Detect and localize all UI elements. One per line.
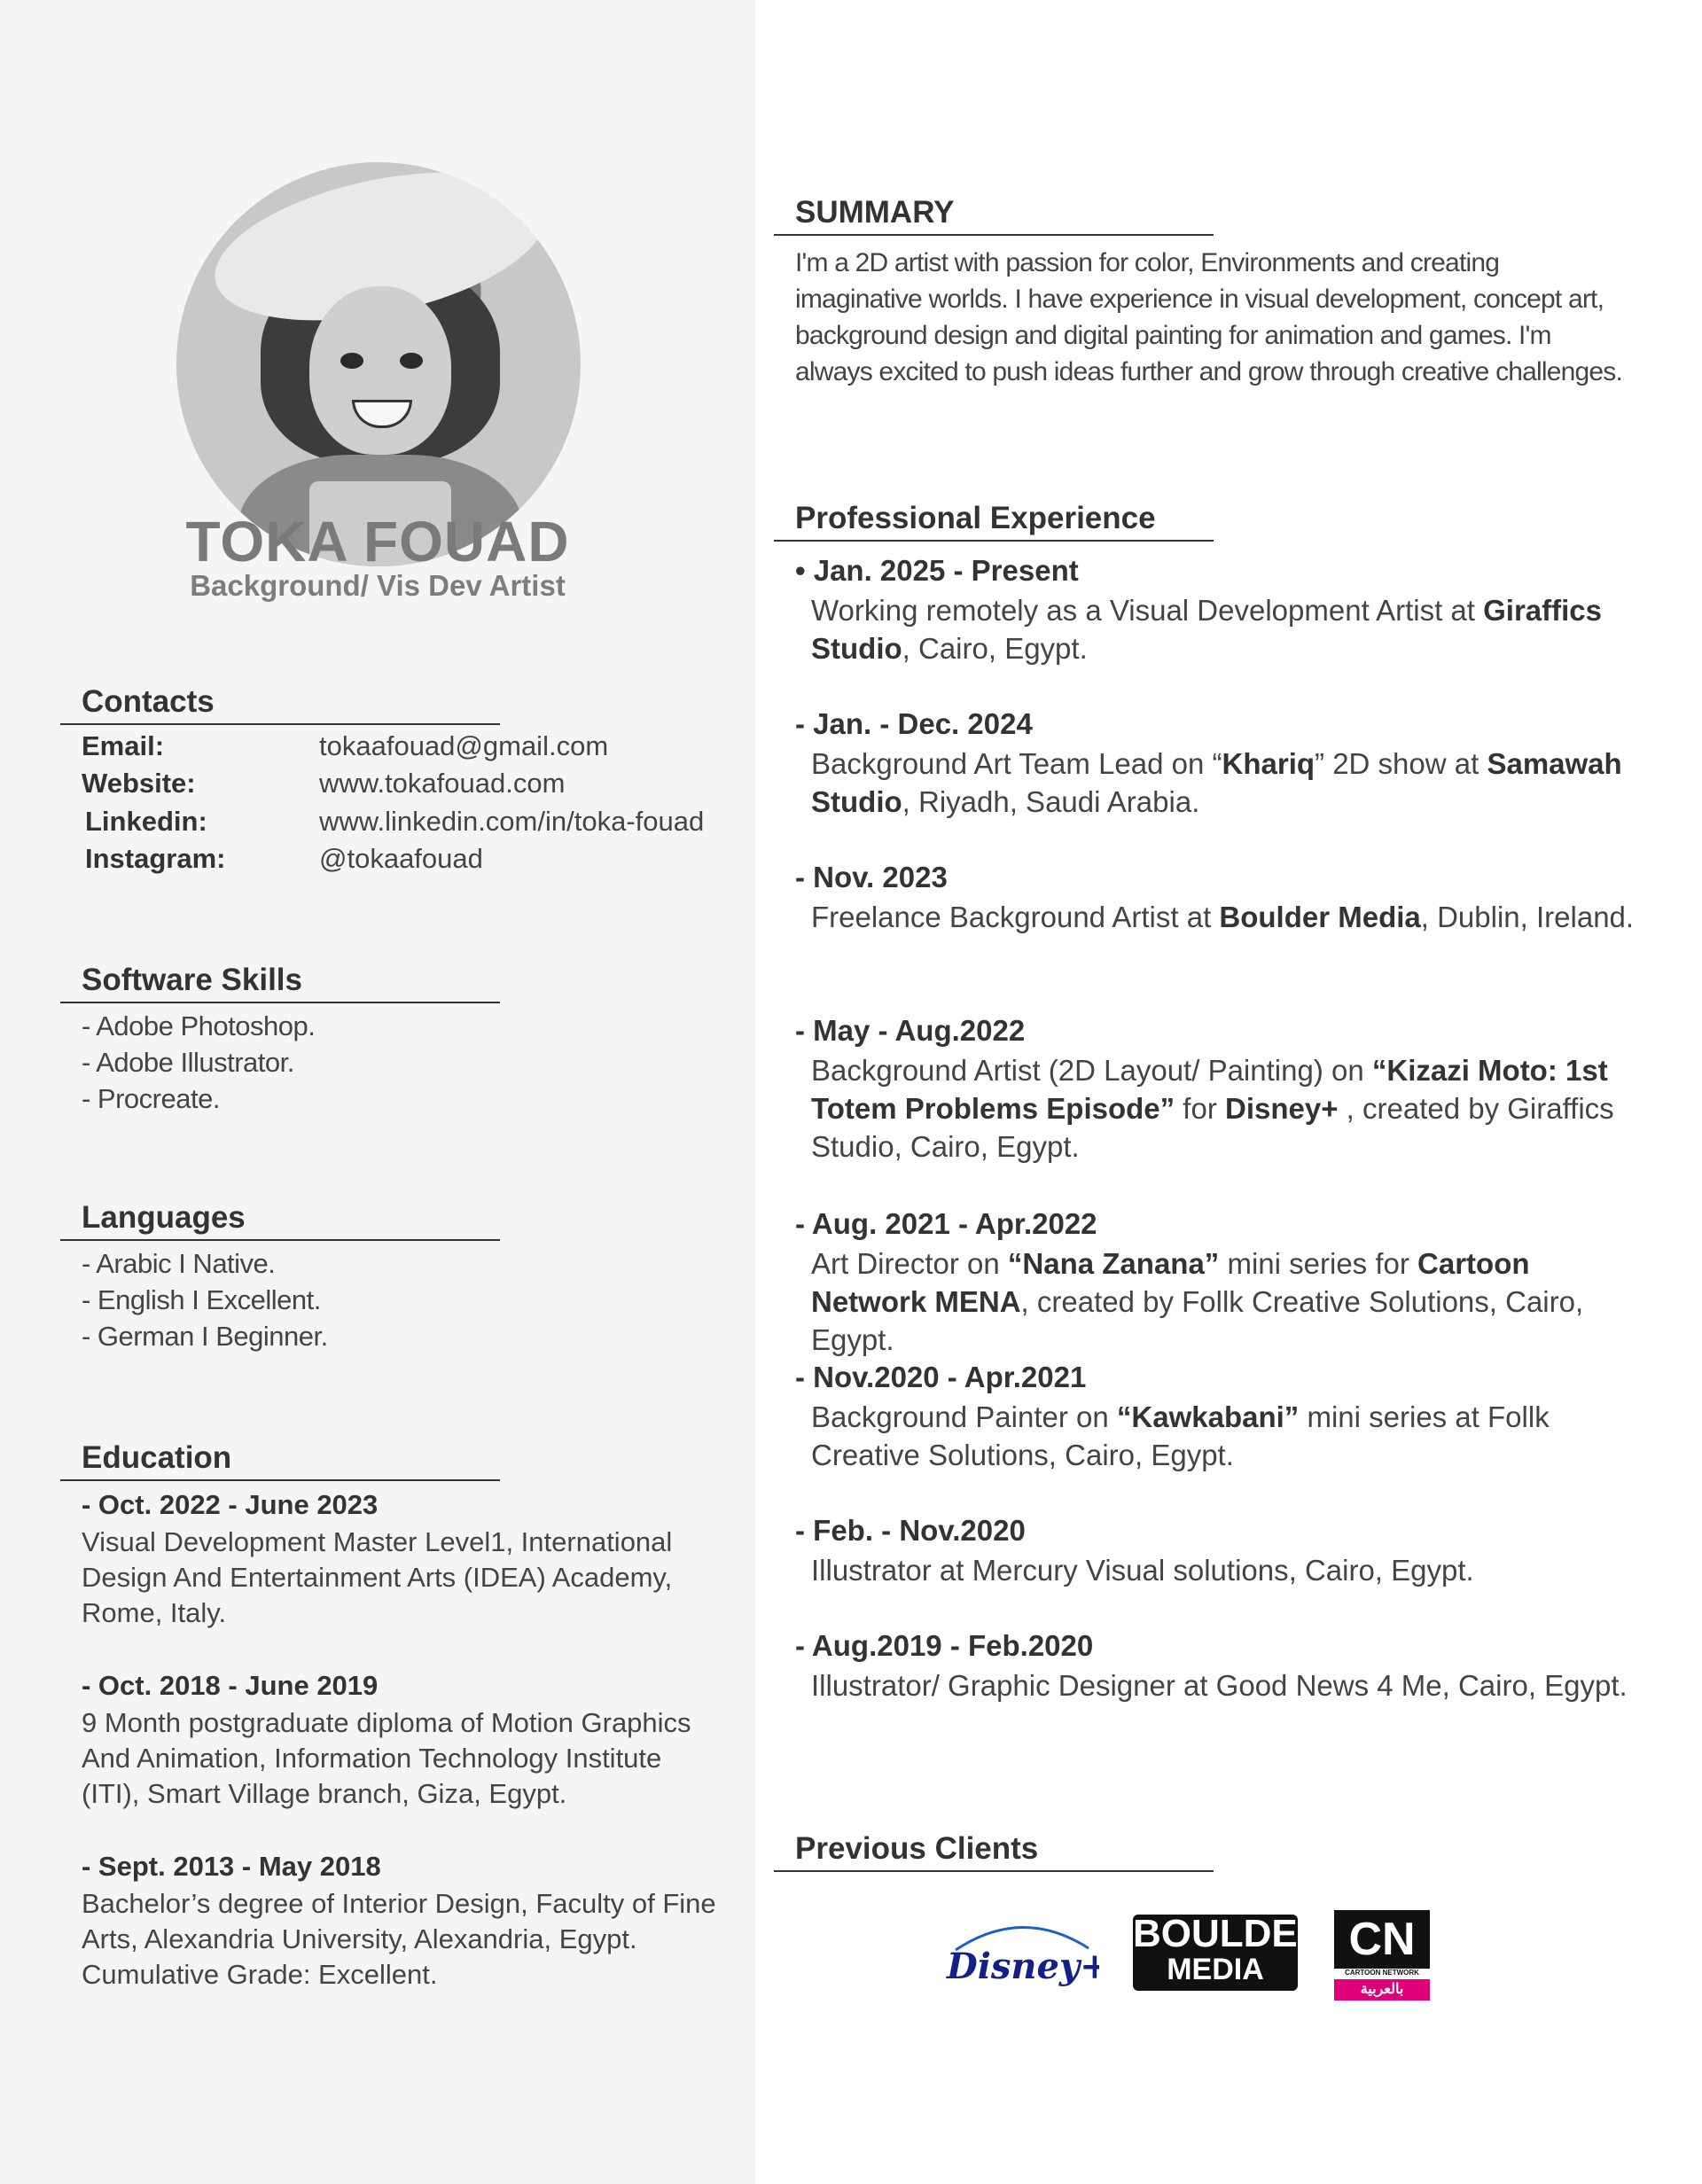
education-desc: Visual Development Master Level1, International Design And Entertainment Arts (IDEA) Academy, Rome, Italy.: [82, 1526, 673, 1628]
clients-rule: [774, 1870, 1214, 1872]
experience-text: Background Painter on: [811, 1400, 1117, 1433]
education-date: - Oct. 2018 - June 2019: [82, 1670, 379, 1701]
contact-instagram[interactable]: @tokaafouad: [319, 843, 483, 874]
summary-rule: [774, 234, 1214, 236]
experience-text: mini series for: [1219, 1247, 1418, 1280]
experience-date: - Jan. - Dec. 2024: [795, 707, 1033, 740]
experience-text: Working remotely as a Visual Development Artist at: [811, 594, 1484, 627]
language-item: - German I Beginner.: [82, 1321, 328, 1352]
contact-linkedin[interactable]: www.linkedin.com/in/toka-fouad: [319, 806, 705, 837]
experience-text: Freelance Background Artist at: [811, 901, 1220, 933]
experience-highlight: Khariq: [1222, 747, 1316, 780]
experience-text: Illustrator at Mercury Visual solutions, Cairo, Egypt.: [811, 1554, 1474, 1587]
experience-date: - May - Aug.2022: [795, 1014, 1026, 1047]
education-desc: Bachelor’s degree of Interior Design, Faculty of Fine Arts, Alexandria University, Alexandria, Egypt. Cumulative Grade: Excellent.: [82, 1888, 716, 1990]
experience-date: - Aug. 2021 - Apr.2022: [795, 1207, 1097, 1240]
languages-title: Languages: [82, 1200, 246, 1235]
experience-text: Background Art Team Lead on “: [811, 747, 1222, 780]
language-item: - Arabic I Native.: [82, 1248, 276, 1279]
disney-plus-logo: [938, 1915, 1099, 1994]
summary-text: I'm a 2D artist with passion for color, Environments and creating imaginative worlds. I have experience in visual development, concept art, background design and digital painting for animation and games. I'm always excited to push ideas further and grow through creative challenges.: [795, 248, 1623, 386]
education-rule: [60, 1479, 500, 1481]
contact-email[interactable]: tokaafouad@gmail.com: [319, 730, 609, 761]
experience-desc: [811, 1666, 1644, 1704]
boulder-media-logo: [1133, 1912, 1326, 1991]
experience-desc: [811, 898, 1644, 936]
profile-role: Background/ Vis Dev Artist: [190, 569, 566, 602]
language-item: - English I Excellent.: [82, 1284, 321, 1315]
cn-logo-text: CN: [1334, 1910, 1430, 1969]
software-item: - Adobe Illustrator.: [82, 1047, 294, 1078]
experience-date: - Nov.2020 - Apr.2021: [795, 1361, 1087, 1393]
cn-logo-arabic: بالعربية: [1334, 1979, 1430, 2001]
experience-text: Illustrator/ Graphic Designer at Good News 4 Me, Cairo, Egypt.: [811, 1669, 1628, 1702]
experience-text: for: [1175, 1092, 1225, 1125]
experience-desc: [811, 745, 1644, 821]
contacts-rule: [60, 723, 500, 725]
contact-label-email: Email:: [82, 730, 165, 761]
cn-logo-subtext: CARTOON NETWORK: [1345, 1969, 1419, 1977]
education-title: Education: [82, 1440, 232, 1475]
experience-date: - Aug.2019 - Feb.2020: [795, 1629, 1094, 1662]
experience-highlight: “Kizazi Moto: 1st Totem Problems Episode”: [811, 1054, 1608, 1125]
experience-text: , Cairo, Egypt.: [902, 632, 1088, 665]
education-date: - Sept. 2013 - May 2018: [82, 1851, 381, 1882]
contact-label-website: Website:: [82, 768, 196, 799]
experience-text: , Riyadh, Saudi Arabia.: [902, 785, 1200, 818]
experience-text: mini series at Follk Creative Solutions, Cairo, Egypt.: [811, 1400, 1550, 1471]
experience-desc: [811, 1398, 1644, 1474]
boulder-logo-subtext: MEDIA: [1167, 1953, 1264, 1986]
profile-photo: [176, 162, 581, 566]
education-desc: 9 Month postgraduate diploma of Motion Graphics And Animation, Information Technology Institute (ITI), Smart Village branch, Giza, Egypt.: [82, 1707, 691, 1809]
experience-desc: [811, 1551, 1644, 1589]
experience-highlight: Giraffics Studio: [811, 594, 1603, 665]
contacts-title: Contacts: [82, 684, 215, 719]
experience-text: Art Director on: [811, 1247, 1008, 1280]
experience-text: , Dublin, Ireland.: [1420, 901, 1635, 933]
right-eye: [400, 353, 423, 369]
software-item: - Procreate.: [82, 1083, 220, 1114]
experience-desc: [811, 591, 1644, 667]
face-shape: [309, 286, 451, 455]
summary-title: SUMMARY: [795, 195, 955, 230]
experience-highlight: Disney+: [1225, 1092, 1339, 1125]
experience-date: - Nov. 2023: [795, 861, 948, 893]
disney-plus-icon: [938, 1915, 1099, 1994]
experience-desc: [811, 1244, 1644, 1359]
experience-text: Background Artist (2D Layout/ Painting) on: [811, 1054, 1372, 1087]
experience-date: - Feb. - Nov.2020: [795, 1514, 1026, 1547]
profile-name: TOKA FOUAD: [185, 510, 570, 573]
experience-date: • Jan. 2025 - Present: [795, 554, 1079, 587]
experience-highlight: Boulder Media: [1219, 901, 1421, 933]
contact-label-instagram: Instagram:: [85, 843, 226, 874]
software-rule: [60, 1002, 500, 1003]
experience-highlight: “Nana Zanana”: [1007, 1247, 1220, 1280]
contact-label-linkedin: Linkedin:: [85, 806, 207, 837]
experience-highlight: “Kawkabani”: [1116, 1400, 1300, 1433]
experience-highlight: Cartoon Network MENA: [811, 1247, 1530, 1318]
experience-highlight: Samawah Studio: [811, 747, 1622, 818]
left-eye: [340, 353, 363, 369]
software-title: Software Skills: [82, 963, 302, 997]
experience-title: Professional Experience: [795, 501, 1156, 535]
experience-desc: [811, 1051, 1644, 1166]
education-date: - Oct. 2022 - June 2023: [82, 1489, 379, 1520]
experience-text: ” 2D show at: [1315, 747, 1487, 780]
cartoon-network-logo: [1334, 1910, 1430, 1999]
disney-plus-text: Disney+: [947, 1946, 1099, 1987]
software-item: - Adobe Photoshop.: [82, 1010, 316, 1041]
experience-text: , created by Giraffics Studio, Cairo, Egypt.: [811, 1092, 1614, 1163]
languages-rule: [60, 1239, 500, 1241]
contact-website[interactable]: www.tokafouad.com: [319, 768, 566, 799]
experience-rule: [774, 540, 1214, 542]
experience-text: , created by Follk Creative Solutions, Cairo, Egypt.: [811, 1285, 1584, 1356]
clients-title: Previous Clients: [795, 1831, 1039, 1866]
boulder-logo-text: BOULDER: [1133, 1912, 1326, 1955]
